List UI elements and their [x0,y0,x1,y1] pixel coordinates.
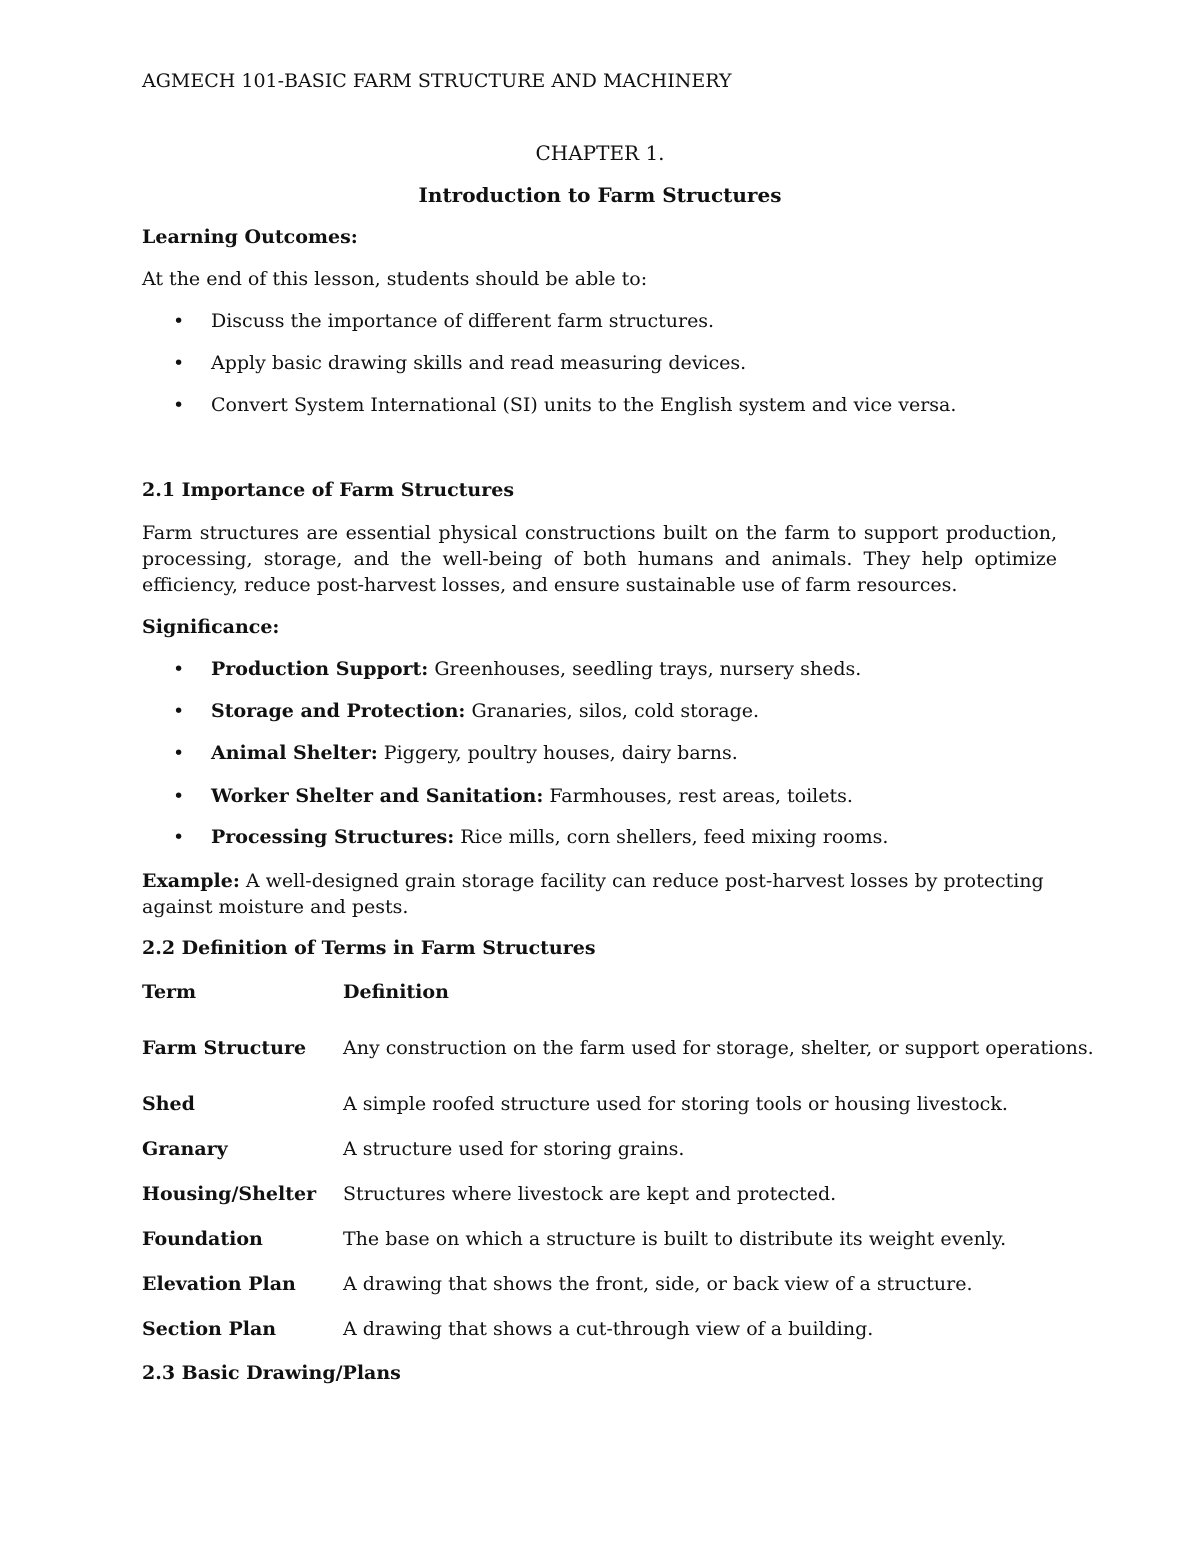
table-row-definition: A drawing that shows a cut-through view of a building. [343,1318,874,1340]
section-2-1-paragraph: Farm structures are essential physical constructions built on the farm to support production, processing, storage, and the well-being of both humans and animals. They help optimize efficiency, reduce post-harvest losses, and ensure sustainable use of farm resources. [142,522,1057,596]
significance-label: Storage and Protection: [211,700,466,722]
table-row-term: Elevation Plan [142,1273,296,1295]
significance-label: Animal Shelter: [211,742,378,764]
bullet-icon: • [173,826,185,848]
running-header: AGMECH 101-BASIC FARM STRUCTURE AND MACHINERY [142,70,732,92]
table-row-definition: The base on which a structure is built to distribute its weight evenly. [343,1228,1007,1250]
bullet-icon: • [173,310,185,332]
section-2-3-heading: 2.3 Basic Drawing/Plans [142,1362,401,1384]
significance-label: Production Support: [211,658,429,680]
bullet-icon: • [173,658,185,680]
table-row-term: Housing/Shelter [142,1183,317,1205]
table-row-definition: Any construction on the farm used for storage, shelter, or support operations. [343,1037,1094,1059]
learning-outcomes-heading: Learning Outcomes: [142,226,358,248]
bullet-icon: • [173,394,185,416]
section-2-2-heading: 2.2 Definition of Terms in Farm Structures [142,937,596,959]
section-2-1-heading: 2.1 Importance of Farm Structures [142,479,515,501]
example-paragraph [142,868,1072,920]
significance-label: Worker Shelter and Sanitation: [211,785,544,807]
table-header-definition: Definition [343,981,449,1003]
significance-heading: Significance: [142,616,280,638]
learning-outcomes-intro: At the end of this lesson, students should be able to: [142,268,648,290]
outcome-item-text: Convert System International (SI) units to the English system and vice versa. [211,394,957,416]
significance-text: Piggery, poultry houses, dairy barns. [377,742,738,764]
outcome-item-text: Discuss the importance of different farm structures. [211,310,715,332]
chapter-number: CHAPTER 1. [535,141,665,165]
table-row-term: Foundation [142,1228,263,1250]
significance-text: Rice mills, corn shellers, feed mixing rooms. [454,826,889,848]
significance-text: Greenhouses, seedling trays, nursery sheds. [428,658,862,680]
table-row-definition: A drawing that shows the front, side, or back view of a structure. [343,1273,973,1295]
table-row-term: Granary [142,1138,228,1160]
table-row-definition: A simple roofed structure used for storing tools or housing livestock. [343,1093,1008,1115]
significance-text: Farmhouses, rest areas, toilets. [543,785,853,807]
significance-label: Processing Structures: [211,826,455,848]
chapter-title: Introduction to Farm Structures [418,183,782,207]
table-header-term: Term [142,981,197,1003]
table-row-term: Section Plan [142,1318,277,1340]
significance-text: Granaries, silos, cold storage. [465,700,760,722]
bullet-icon: • [173,700,185,722]
example-label: Example: [142,870,240,892]
table-row-definition: A structure used for storing grains. [343,1138,685,1160]
table-row-definition: Structures where livestock are kept and protected. [343,1183,837,1205]
table-row-term: Shed [142,1093,195,1115]
bullet-icon: • [173,785,185,807]
bullet-icon: • [173,742,185,764]
bullet-icon: • [173,352,185,374]
outcome-item-text: Apply basic drawing skills and read measuring devices. [211,352,747,374]
table-row-term: Farm Structure [142,1037,307,1059]
example-text: A well-designed grain storage facility can reduce post-harvest losses by protecting against moisture and pests. [142,870,1044,918]
